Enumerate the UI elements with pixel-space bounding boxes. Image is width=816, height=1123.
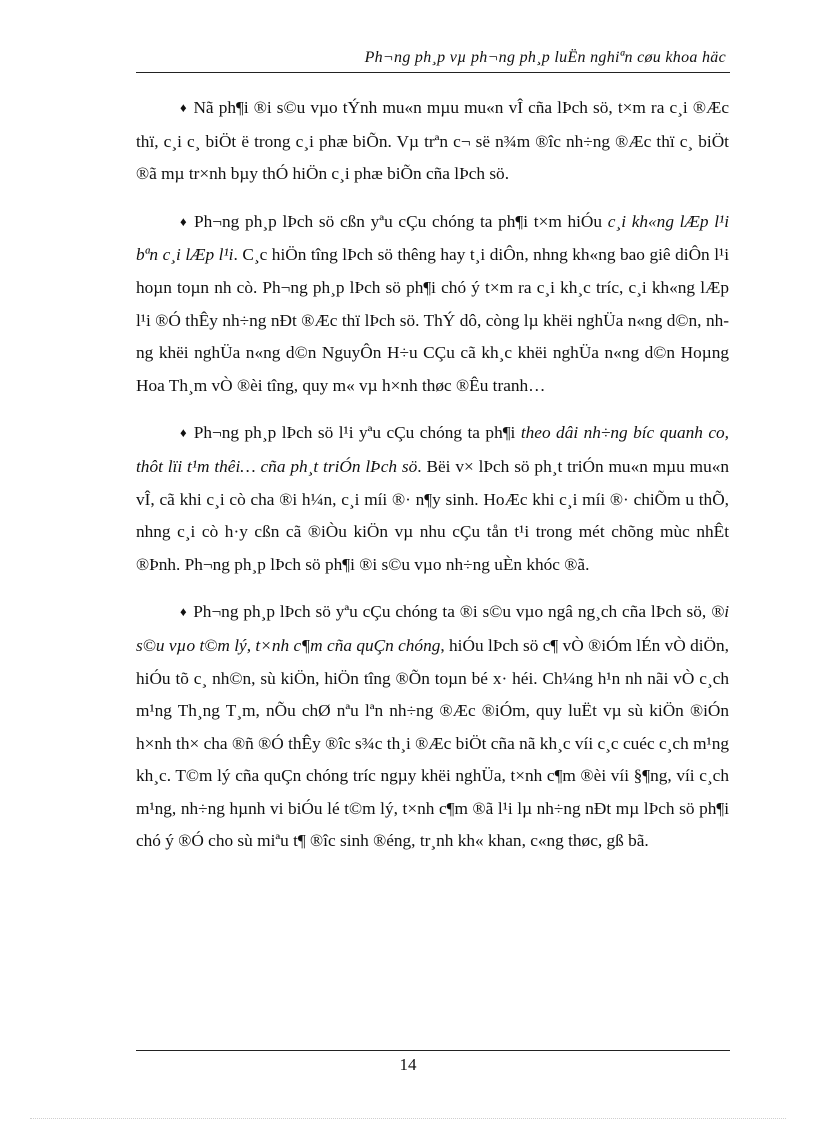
paragraph-2-emphasis: c¸i kh«ng lÆp l¹i bªn c¸i lÆp l¹i (136, 211, 729, 265)
paragraph-3-text-end: . Bëi v× lÞch sö ph¸t triÓn mu«n mµu mu«n vÎ, cã khi c¸i cò cha ®i h¼n, c¸i míi ®· n¶y sinh. HoÆc khi c¸i míi ®· chiÕm u thÕ, nhng c¸i cò h·y cßn cã ®iÒu kiÖn vµ nhu cÇu tån t¹i trong mét chõng mùc nhÊt ®Þnh. Ph¬ng ph¸p lÞch sö ph¶i ®i s©u vµo nh÷ng uÈn khóc ®ã. (136, 456, 729, 574)
diamond-bullet-icon: ♦ (180, 425, 188, 441)
paragraph-2-text-end: . C¸c hiÖn tîng lÞch sö thêng hay t¸i diÔn, nhng kh«ng bao giê diÔn l¹i hoµn toµn nh cò. Ph¬ng ph¸p lÞch sö ph¶i chó ý t×m ra c¸i kh¸c tríc, c¸i kh«ng lÆp l¹i ®Ó thÊy nh÷ng nÐt ®Æc thï lÞch sö. ThÝ dô, còng lµ khëi nghÜa n«ng d©n, nhng khëi nghÜa n«ng d©n NguyÔn H÷u CÇu cã kh¸c khëi nghÜa n«ng d©n Hoµng Hoa Th¸m vÒ ®èi tîng, quy m« vµ h×nh thøc ®Êu tranh… (136, 245, 730, 395)
diamond-bullet-icon: ♦ (180, 213, 189, 229)
paragraph-2-text-start: Ph¬ng ph¸p lÞch sö cßn yªu cÇu chóng ta ph¶i t×m hiÓu (194, 211, 608, 231)
footer-divider (136, 1050, 730, 1051)
paragraph-1-text: Nã ph¶i ®i s©u vµo tÝnh mu«n mµu mu«n vÎ cña lÞch sö, t×m ra c¸i ®Æc thï, c¸i c¸ biÖt ë trong c¸i phæ biÕn. Vµ trªn c¬ së n¾m ®îc nh÷ng ®Æc thï c¸ biÖt ®ã mµ tr×nh bµy thÓ hiÖn c¸i phæ biÕn cña lÞch sö. (136, 98, 729, 184)
diamond-bullet-icon: ♦ (180, 604, 188, 620)
paragraph-3 (136, 417, 729, 581)
page-bottom-border (30, 1118, 786, 1119)
paragraph-4-emphasis: ®i s©u vµo t©m lý, t×nh c¶m cña quÇn chóng (136, 602, 729, 655)
header-title: Ph¬ng ph¸p vµ ph¬ng ph¸p luËn nghiªn cøu khoa häc (364, 49, 726, 66)
paragraph-4 (136, 596, 729, 858)
diamond-bullet-icon: ♦ (180, 100, 188, 115)
paragraph-1 (136, 92, 729, 191)
paragraph-4-text-start: Ph¬ng ph¸p lÞch sö yªu cÇu chóng ta ®i s©u vµo ngâ ng¸ch cña lÞch sö, (193, 602, 712, 622)
paragraph-3-emphasis: theo dâi nh÷ng bíc quanh co, thôt lïi t¹m thêi… cña ph¸t triÓn lÞch sö (136, 423, 730, 476)
paragraph-4-text-end: , hiÓu lÞch sö c¶ vÒ ®iÓm lÉn vÒ diÖn, hiÓu tõ c¸ nh©n, sù kiÖn, hiÖn tîng ®Õn toµn bé x· héi. Ch¼ng h¹n nh nãi vÒ c¸ch m¹ng Th¸ng T¸m, nÕu chØ nªu lªn nh÷ng ®Æc ®iÓm, quy luËt vµ sù kiÖn ®iÓn h×nh th× cha ®ñ ®Ó thÊy ®îc s¾c th¸i ®Æc biÖt cña nã kh¸c víi c¸c cuéc c¸ch m¹ng kh¸c. T©m lý cña quÇn chóng tríc ngµy khëi nghÜa, t×nh c¶m ®èi víi §¶ng, víi c¸ch m¹ng, nh÷ng hµnh vi biÓu lé t©m lý, t×nh c¶m ®ã l¹i lµ nh÷ng nÐt mµ lÞch sö ph¶i chó ý ®Ó cho sù miªu t¶ ®îc sinh ®éng, tr¸nh kh« khan, c«ng thøc, gß bã. (136, 635, 729, 851)
paragraph-2 (136, 206, 729, 403)
paragraph-3-text-start: Ph¬ng ph¸p lÞch sö l¹i yªu cÇu chóng ta ph¶i (193, 423, 521, 443)
body-text (136, 92, 729, 873)
page-number: 14 (399, 1055, 417, 1074)
running-header (136, 44, 730, 73)
